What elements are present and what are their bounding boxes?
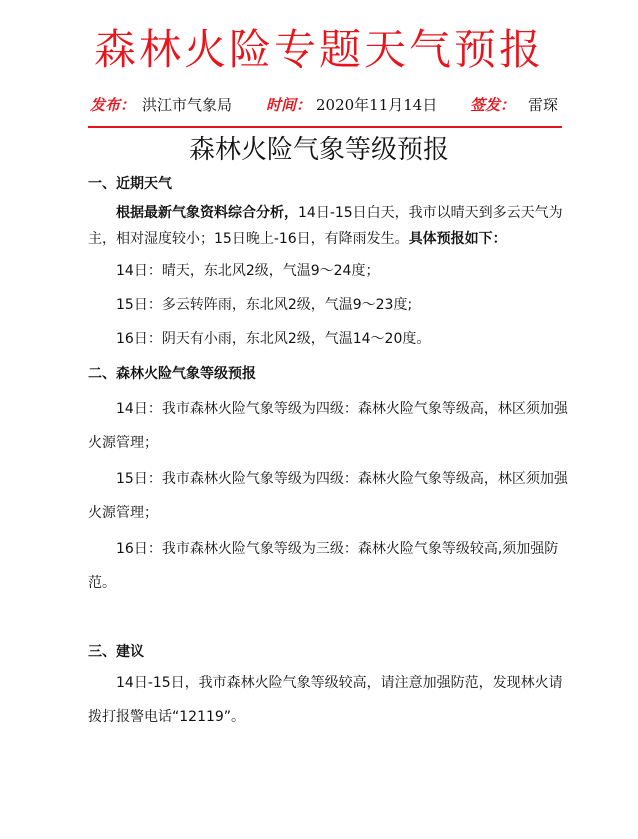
- section-heading-weather: 一、近期天气: [88, 176, 172, 192]
- forecast-day-16: 16日：阴天有小雨，东北风2级，气温14～20度。: [116, 331, 431, 347]
- signer-label: 签发：: [470, 96, 516, 114]
- time-value: 2020年11月14日: [316, 96, 438, 114]
- publisher-value: 洪江市气象局: [142, 96, 233, 114]
- weather-summary: [88, 200, 570, 252]
- summary-tail-bold: 具体预报如下：: [408, 231, 507, 247]
- summary-lead-text: 14日-15日白天，我市以晴天到多云天气为主，相对湿度较小；15日晚上-16日，有降雨发生。: [88, 205, 563, 247]
- publisher-label: 发布：: [90, 96, 136, 114]
- fire-risk-day-14: 14日：我市森林火险气象等级为四级：森林火险气象等级高，林区须加强火源管理；: [88, 401, 568, 451]
- time-label: 时间：: [266, 96, 312, 114]
- signer-value: 雷琛: [528, 96, 559, 114]
- section-heading-fire-risk: 二、森林火险气象等级预报: [88, 366, 256, 382]
- advice-text: 14日-15日，我市森林火险气象等级较高，请注意加强防范，发现林火请拨打报警电话“12119”。: [88, 675, 563, 725]
- fire-risk-day-15: 15日：我市森林火险气象等级为四级：森林火险气象等级高，林区须加强火源管理；: [88, 471, 568, 521]
- section-heading-advice: 三、建议: [88, 644, 144, 660]
- document-subtitle: 森林火险气象等级预报: [188, 135, 449, 165]
- document-title: 森林火险专题天气预报: [93, 25, 544, 74]
- document-body: [88, 170, 570, 734]
- summary-lead-bold: 根据最新气象资料综合分析，: [116, 205, 298, 221]
- forecast-day-14: 14日：晴天，东北风2级，气温9～24度；: [116, 263, 380, 279]
- header-divider: [88, 126, 562, 128]
- fire-risk-day-16: 16日：我市森林火险气象等级为三级：森林火险气象等级较高,须加强防范。: [88, 541, 559, 591]
- forecast-day-15: 15日：多云转阵雨，东北风2级，气温9～23度;: [116, 297, 413, 313]
